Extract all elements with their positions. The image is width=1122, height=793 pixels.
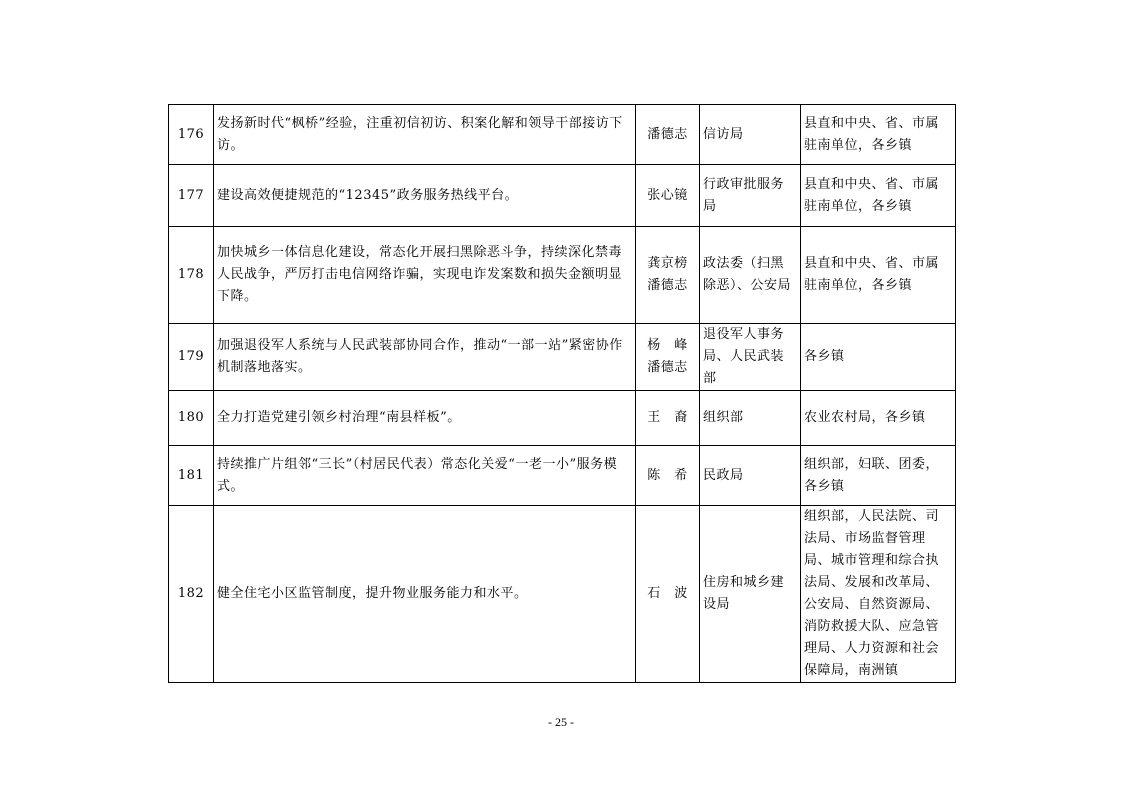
- cooperating-units: 县直和中央、省、市属驻南单位，各乡镇: [801, 165, 956, 227]
- lead-department: 行政审批服务局: [700, 165, 801, 227]
- row-number: 182: [169, 506, 214, 683]
- cooperating-units: 县直和中央、省、市属驻南单位，各乡镇: [801, 227, 956, 324]
- responsible-leader: 潘德志: [636, 105, 700, 165]
- task-content: 全力打造党建引领乡村治理“南县样板”。: [214, 391, 636, 446]
- responsible-leader: 张心镜: [636, 165, 700, 227]
- row-number: 181: [169, 446, 214, 506]
- responsible-leader: 杨 峰 潘德志: [636, 324, 700, 391]
- task-content: 健全住宅小区监管制度，提升物业服务能力和水平。: [214, 506, 636, 683]
- task-content: 加强退役军人系统与人民武装部协同合作，推动“一部一站”紧密协作机制落地落实。: [214, 324, 636, 391]
- lead-department: 退役军人事务局、人民武装部: [700, 324, 801, 391]
- cooperating-units: 组织部，人民法院、司法局、市场监督管理局、城市管理和综合执法局、发展和改革局、公安局、自然资源局、消防救援大队、应急管理局、人力资源和社会保障局，南洲镇: [801, 506, 956, 683]
- row-number: 178: [169, 227, 214, 324]
- responsible-leader: 龚京榜 潘德志: [636, 227, 700, 324]
- table-row: [169, 446, 956, 506]
- task-content: 加快城乡一体信息化建设，常态化开展扫黑除恶斗争，持续深化禁毒人民战争，严厉打击电信网络诈骗，实现电诈发案数和损失金额明显下降。: [214, 227, 636, 324]
- row-number: 176: [169, 105, 214, 165]
- task-table: [168, 104, 956, 683]
- responsible-leader: 王 裔: [636, 391, 700, 446]
- row-number: 180: [169, 391, 214, 446]
- cooperating-units: 县直和中央、省、市属驻南单位，各乡镇: [801, 105, 956, 165]
- cooperating-units: 组织部，妇联、团委，各乡镇: [801, 446, 956, 506]
- task-content: 持续推广片组邻“三长”（村居民代表）常态化关爱“一老一小”服务模式。: [214, 446, 636, 506]
- lead-department: 信访局: [700, 105, 801, 165]
- table-row: [169, 105, 956, 165]
- cooperating-units: 各乡镇: [801, 324, 956, 391]
- lead-department: 政法委（扫黑除恶）、公安局: [700, 227, 801, 324]
- table-row: [169, 227, 956, 324]
- responsible-leader: 石 波: [636, 506, 700, 683]
- page-number: - 25 -: [548, 715, 574, 729]
- lead-department: 住房和城乡建设局: [700, 506, 801, 683]
- table-row: [169, 391, 956, 446]
- task-content: 发扬新时代“枫桥”经验，注重初信初访、积案化解和领导干部接访下访。: [214, 105, 636, 165]
- table-row: [169, 506, 956, 683]
- row-number: 177: [169, 165, 214, 227]
- table-row: [169, 165, 956, 227]
- row-number: 179: [169, 324, 214, 391]
- task-content: 建设高效便捷规范的“12345”政务服务热线平台。: [214, 165, 636, 227]
- lead-department: 民政局: [700, 446, 801, 506]
- lead-department: 组织部: [700, 391, 801, 446]
- table-row: [169, 324, 956, 391]
- cooperating-units: 农业农村局，各乡镇: [801, 391, 956, 446]
- responsible-leader: 陈 希: [636, 446, 700, 506]
